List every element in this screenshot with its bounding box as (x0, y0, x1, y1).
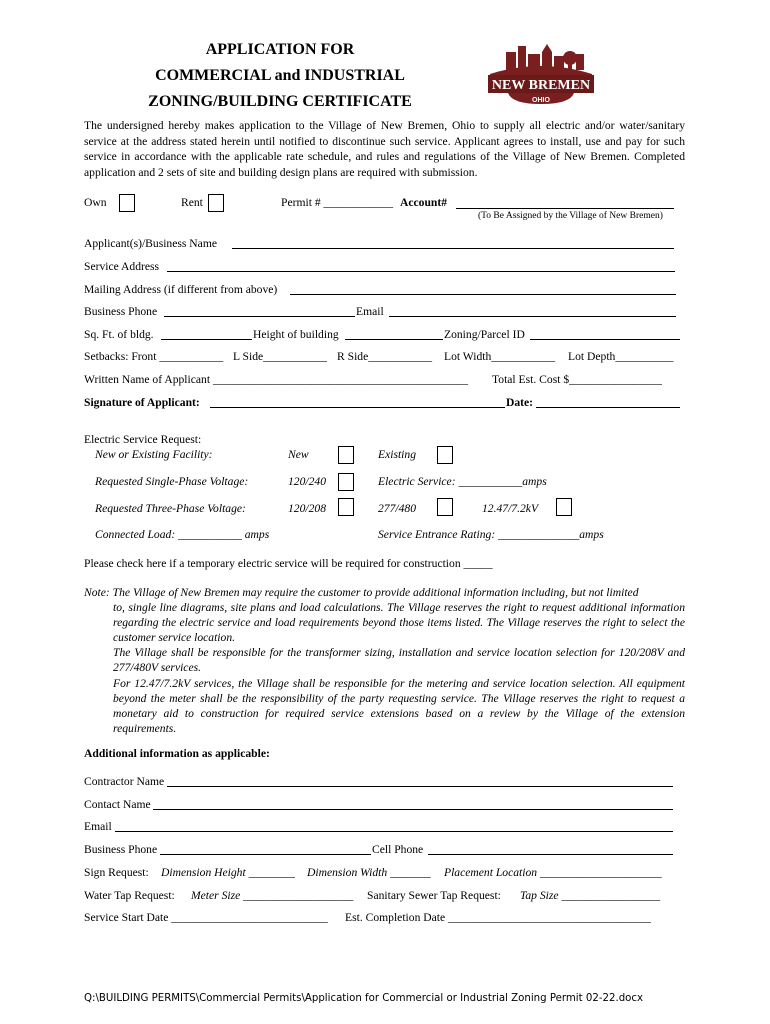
contact-label: Contact Name (84, 798, 151, 811)
account-input-line[interactable] (456, 208, 674, 209)
add-business-phone-input-line[interactable] (160, 854, 371, 855)
meter-size[interactable]: Meter Size ___________________ (191, 889, 354, 902)
assign-note: (To Be Assigned by the Village of New Bremen) (478, 211, 663, 221)
v120-240-checkbox[interactable] (338, 473, 354, 491)
setback-front[interactable]: Setbacks: Front ___________ (84, 350, 224, 363)
v277-480-checkbox[interactable] (437, 498, 453, 516)
three-phase-label: Requested Three-Phase Voltage: (95, 502, 246, 515)
title-line-2: COMMERCIAL and INDUSTRIAL (155, 67, 405, 84)
note-paragraph-3: For 12.47/7.2kV services, the Village shall be responsible for the metering and service location selection. All equipment beyond the meter shall be the responsibility of the party requesting service. The Village reserves the right to request a monetary aid to construction for required service extensions based on a review by the Village of the extension requirements. (113, 676, 685, 735)
logo-name: NEW BREMEN (491, 78, 591, 93)
footer-file-path: Q:\BUILDING PERMITS\Commercial Permits\Application for Commercial or Industrial Zoning Permit 02-22.docx (84, 993, 644, 1004)
service-address-label: Service Address (84, 260, 160, 273)
temporary-service[interactable]: Please check here if a temporary electric service will be required for construction _____ (84, 557, 493, 570)
dimension-height[interactable]: Dimension Height ________ (161, 866, 295, 879)
note-first-line: Note: The Village of New Bremen may require the customer to provide additional information including, but not limited (84, 586, 639, 599)
v120-208-label: 120/208 (288, 502, 327, 515)
title-line-3: ZONING/BUILDING CERTIFICATE (148, 93, 412, 110)
page-title (100, 37, 460, 115)
signature-input-line[interactable] (210, 407, 505, 408)
service-address-input-line[interactable] (167, 271, 675, 272)
single-phase-label: Requested Single-Phase Voltage: (95, 475, 249, 488)
applicant-input-line[interactable] (232, 248, 674, 249)
v120-240-label: 120/240 (288, 475, 327, 488)
height-input-line[interactable] (345, 339, 443, 340)
setback-r-side[interactable]: R Side___________ (337, 350, 433, 363)
new-label: New (288, 448, 309, 461)
electric-heading: Electric Service Request: (84, 433, 202, 446)
setback-l-side[interactable]: L Side___________ (233, 350, 327, 363)
email-label: Email (356, 305, 384, 318)
email-input-line[interactable] (389, 316, 676, 317)
cell-phone-input-line[interactable] (428, 854, 673, 855)
add-business-phone-label: Business Phone (84, 843, 158, 856)
logo-state: OHIO (532, 97, 550, 104)
lot-width[interactable]: Lot Width___________ (444, 350, 556, 363)
note-paragraph-2: The Village shall be responsible for the transformer sizing, installation and service location selection for 120/208V and 277/480V services. (113, 646, 685, 675)
water-tap-label: Water Tap Request: (84, 889, 175, 902)
v12kv-label: 12.47/7.2kV (482, 502, 539, 515)
written-name-field[interactable]: Written Name of Applicant ____________________________________________ (84, 373, 469, 386)
permit-field[interactable]: Permit # ____________ (281, 196, 394, 209)
date-input-line[interactable] (536, 407, 680, 408)
contact-input-line[interactable] (153, 809, 673, 810)
electric-service-amps[interactable]: Electric Service: ___________amps (378, 475, 547, 488)
dimension-width[interactable]: Dimension Width _______ (307, 866, 431, 879)
zoning-label: Zoning/Parcel ID (444, 328, 525, 341)
add-email-label: Email (84, 820, 112, 833)
add-email-input-line[interactable] (115, 831, 673, 832)
intro-paragraph: The undersigned hereby makes application to the Village of New Bremen, Ohio to supply all electric and/or water/sanitary service at the address stated herein until notified to discontinue such service. Applicant agrees to install, use and pay for such service in accordance with the applicable rate schedule, and rules and regulations of the Village of New Bremen. Completed application and 2 sets of site and building design plans are required with submission. (84, 119, 685, 179)
est-cost-field[interactable]: Total Est. Cost $________________ (492, 373, 662, 386)
account-label: Account# (400, 196, 448, 209)
v277-480-label: 277/480 (378, 502, 417, 515)
zoning-input-line[interactable] (530, 339, 680, 340)
entrance-rating[interactable]: Service Entrance Rating: ______________amps (378, 528, 604, 541)
note-block (84, 585, 685, 736)
business-phone-input-line[interactable] (164, 316, 355, 317)
placement-location[interactable]: Placement Location _____________________ (444, 866, 662, 879)
signature-label: Signature of Applicant: (84, 396, 200, 409)
contractor-input-line[interactable] (167, 786, 673, 787)
note-paragraph-1: to, single line diagrams, site plans and load calculations. The Village reserves the right to request additional information regarding the electric service and load requirements beyond those items listed. The Village reserves the right to select the customer service location. (113, 601, 685, 645)
service-start-date[interactable]: Service Start Date ___________________________ (84, 911, 328, 924)
sewer-tap-label: Sanitary Sewer Tap Request: (367, 889, 501, 902)
est-completion-date[interactable]: Est. Completion Date ___________________________________ (345, 911, 651, 924)
own-label: Own (84, 196, 107, 209)
connected-load[interactable]: Connected Load: ___________ amps (95, 528, 270, 541)
own-checkbox[interactable] (119, 194, 135, 212)
business-phone-label: Business Phone (84, 305, 158, 318)
new-checkbox[interactable] (338, 446, 354, 464)
tap-size[interactable]: Tap Size _________________ (520, 889, 660, 902)
new-bremen-logo (484, 44, 598, 106)
mailing-address-label: Mailing Address (if different from above) (84, 283, 278, 296)
sqft-input-line[interactable] (161, 339, 252, 340)
v12kv-checkbox[interactable] (556, 498, 572, 516)
contractor-label: Contractor Name (84, 775, 165, 788)
rent-checkbox[interactable] (208, 194, 224, 212)
applicant-label: Applicant(s)/Business Name (84, 237, 217, 250)
v120-208-checkbox[interactable] (338, 498, 354, 516)
new-existing-label: New or Existing Facility: (95, 448, 213, 461)
mailing-address-input-line[interactable] (290, 294, 676, 295)
cell-phone-label: Cell Phone (372, 843, 424, 856)
sign-request-label: Sign Request: (84, 866, 149, 879)
additional-heading: Additional information as applicable: (84, 747, 270, 760)
sqft-label: Sq. Ft. of bldg. (84, 328, 154, 341)
existing-label: Existing (378, 448, 416, 461)
date-label: Date: (506, 396, 534, 409)
lot-depth[interactable]: Lot Depth__________ (568, 350, 674, 363)
existing-checkbox[interactable] (437, 446, 453, 464)
height-label: Height of building (253, 328, 339, 341)
rent-label: Rent (181, 196, 203, 209)
title-line-1: APPLICATION FOR (205, 41, 355, 58)
